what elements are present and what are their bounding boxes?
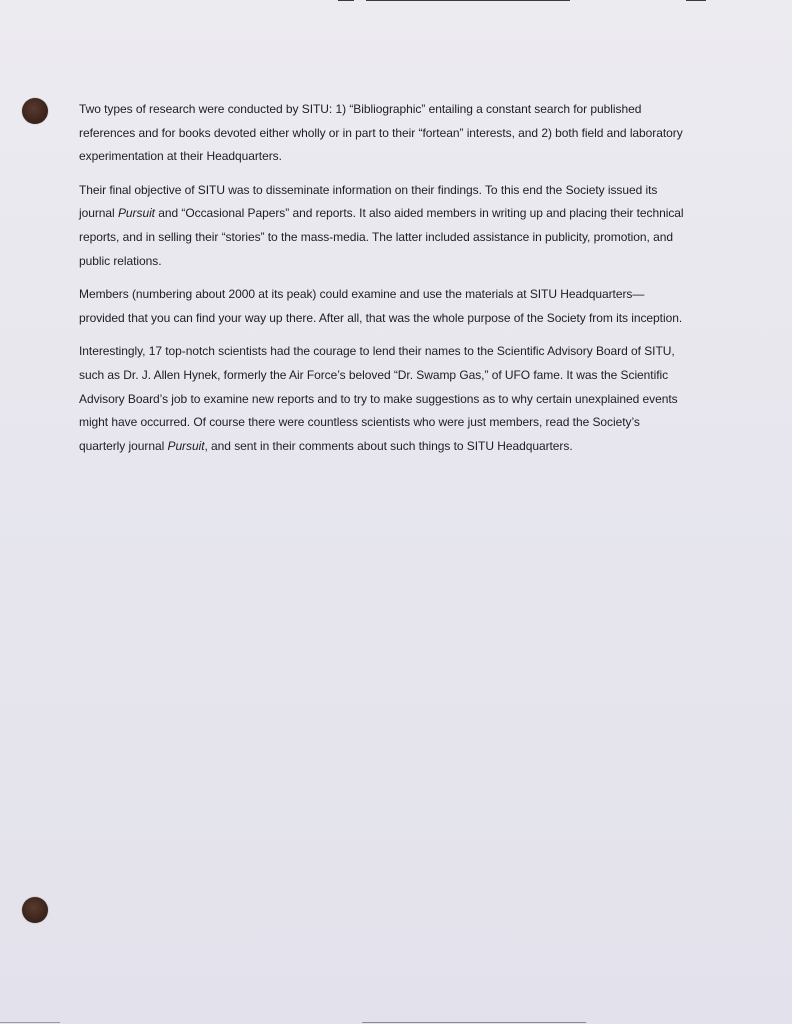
paragraph-text: Their final objective of SITU was to disseminate information on their findings. To this end the Society issued its journal <box>79 182 658 221</box>
paragraph <box>79 283 689 330</box>
paragraph <box>79 340 689 458</box>
scan-edge-mark <box>338 0 354 1</box>
paragraph <box>79 98 689 169</box>
journal-title: Pursuit <box>167 438 205 453</box>
journal-title: Pursuit <box>117 206 155 221</box>
document-body <box>79 98 689 468</box>
punch-hole-top <box>22 98 48 124</box>
paragraph <box>79 179 689 273</box>
paragraph-text: Interestingly, 17 top-notch scientists had the courage to lend their names to the Scientific Advisory Board of SITU, such as Dr. J. Allen Hynek, formerly the Air Force’s beloved “Dr. Swamp Gas,” of UFO fame. It was the Scientific Advisory Board’s job to examine new reports and to try to make suggestions as to why certain unexplained events might have occurred. Of course there were countless scientists who were just members, read the Society’s quarterly journal <box>79 344 678 453</box>
scan-edge-mark <box>366 0 570 1</box>
scan-edge-mark <box>0 1022 60 1023</box>
paragraph-text: Two types of research were conducted by SITU: 1) “Bibliographic” entailing a constant search for published references and for books devoted either wholly or in part to their “fortean” interests, and 2) both field and laboratory experimentation at their Headquarters. <box>79 102 683 164</box>
scan-edge-mark <box>686 0 706 1</box>
paragraph-text: and “Occasional Papers” and reports. It also aided members in writing up and placing their technical reports, and in selling their “stories” to the mass-media. The latter included assistance in publicity, promotion, and public relations. <box>79 206 684 268</box>
punch-hole-bottom <box>22 897 48 923</box>
scan-edge-mark <box>362 1022 586 1023</box>
paragraph-text: , and sent in their comments about such things to SITU Headquarters. <box>204 438 573 453</box>
paragraph-text: Members (numbering about 2000 at its peak) could examine and use the materials at SITU Headquarters—provided that you can find your way up there. After all, that was the whole purpose of the Society from its inception. <box>79 287 683 325</box>
